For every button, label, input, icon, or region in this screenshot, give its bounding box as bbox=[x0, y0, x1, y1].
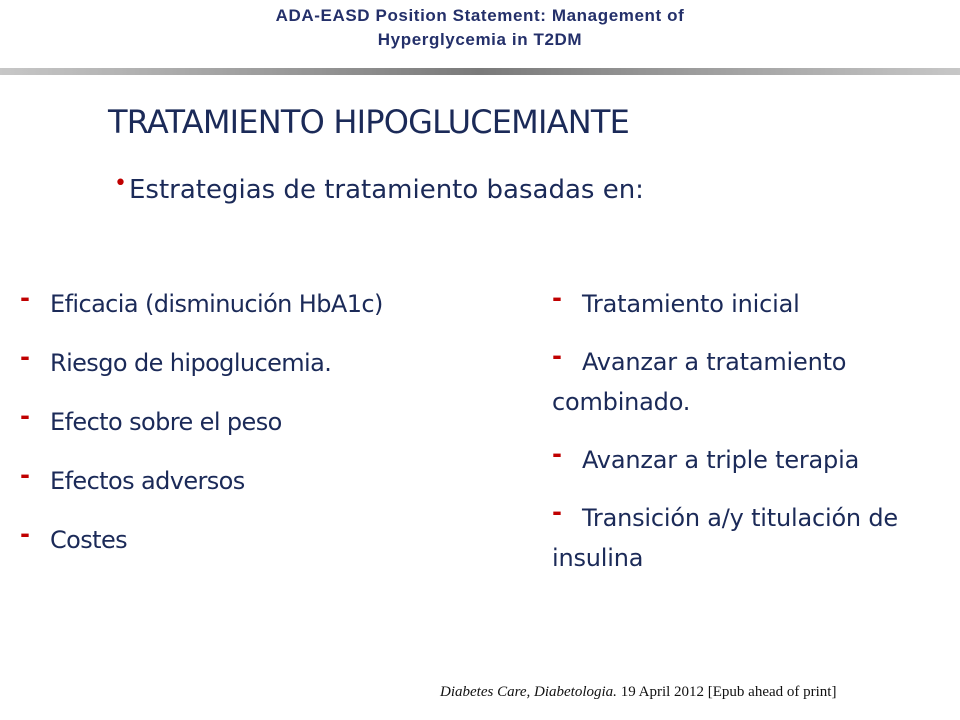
list-item-text: Tratamiento inicial bbox=[582, 290, 800, 318]
list-item-text: Efecto sobre el peso bbox=[50, 408, 282, 436]
list-item-text: Efectos adversos bbox=[50, 467, 245, 495]
dash-icon: - bbox=[20, 343, 30, 371]
list-item bbox=[20, 520, 500, 560]
list-item-text: Transición a/y titulación de insulina bbox=[552, 504, 898, 572]
dash-icon: - bbox=[20, 461, 30, 489]
list-item bbox=[552, 284, 952, 324]
header-line-2: Hyperglycemia in T2DM bbox=[377, 30, 583, 49]
dash-icon: - bbox=[552, 284, 562, 312]
list-item bbox=[20, 402, 500, 442]
dash-icon: - bbox=[552, 342, 562, 370]
header-divider bbox=[0, 68, 960, 75]
slide-title: TRATAMIENTO HIPOGLUCEMIANTE bbox=[108, 103, 629, 141]
list-item-text: Costes bbox=[50, 526, 128, 554]
list-item bbox=[552, 498, 952, 578]
citation-date: 19 April 2012 [Epub ahead of print] bbox=[616, 684, 837, 700]
list-item bbox=[20, 284, 500, 324]
list-item bbox=[20, 343, 500, 383]
subtitle-text: Estrategias de tratamiento basadas en: bbox=[128, 175, 644, 205]
dash-icon: - bbox=[20, 402, 30, 430]
dash-icon: - bbox=[552, 440, 562, 468]
citation bbox=[440, 684, 836, 701]
list-item bbox=[552, 440, 952, 480]
subtitle bbox=[114, 170, 644, 210]
bullet-icon: • bbox=[114, 171, 127, 196]
list-item-text: Avanzar a tratamiento combinado. bbox=[552, 348, 847, 416]
citation-journals: Diabetes Care, Diabetologia. bbox=[440, 684, 617, 700]
left-criteria-list bbox=[20, 284, 500, 579]
list-item-text: Eficacia (disminución HbA1c) bbox=[50, 290, 383, 318]
list-item-text: Avanzar a triple terapia bbox=[582, 446, 860, 474]
dash-icon: - bbox=[20, 284, 30, 312]
list-item-text: Riesgo de hipoglucemia. bbox=[50, 349, 332, 377]
dash-icon: - bbox=[20, 520, 30, 548]
list-item bbox=[20, 461, 500, 501]
header-line-1: ADA-EASD Position Statement: Management of bbox=[275, 6, 685, 25]
list-item bbox=[552, 342, 952, 422]
right-phases-list bbox=[552, 284, 952, 596]
slide-header bbox=[0, 4, 960, 52]
dash-icon: - bbox=[552, 498, 562, 526]
